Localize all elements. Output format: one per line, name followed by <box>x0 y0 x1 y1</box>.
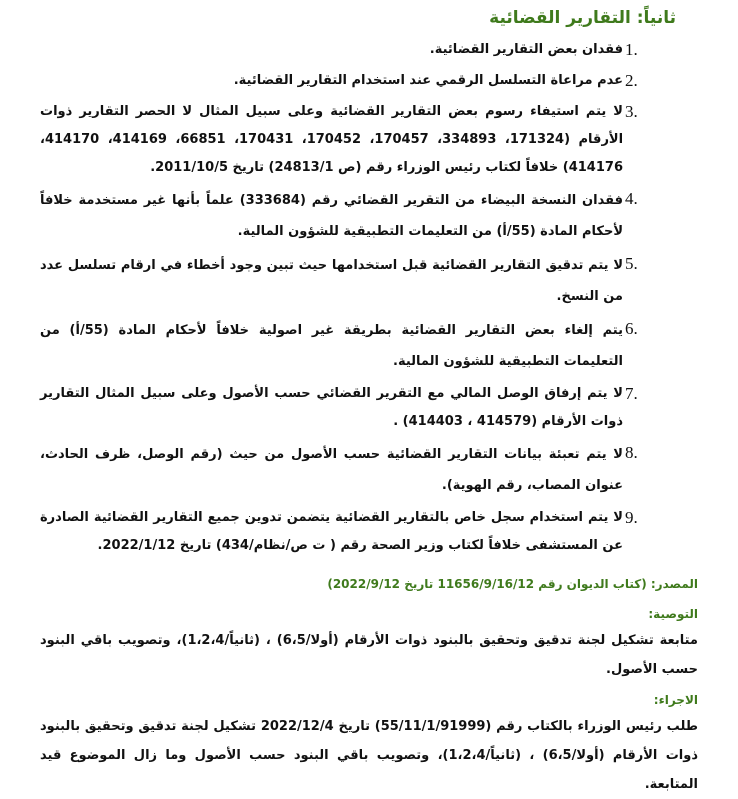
finding-item <box>40 380 698 436</box>
finding-number: 1. <box>625 40 638 59</box>
finding-number: 6. <box>625 319 638 338</box>
finding-item <box>40 67 698 95</box>
finding-item <box>40 315 698 377</box>
action-heading: الاجراء: <box>653 693 698 707</box>
finding-item <box>40 504 698 560</box>
action-text: طلب رئيس الوزراء بالكتاب رقم (55/11/1/91999) تاريخ 2022/12/4 تشكيل لجنة تدقيق وتحقيق بالبنود ذوات الأرقام (أولا/6،5) ، (ثانياً/1،2،4)، وتصويب باقي البنود حسب الأصول وما زال الموضوع قيد المتابعة. <box>40 719 698 792</box>
finding-number: 9. <box>625 508 638 527</box>
finding-number: 7. <box>625 384 638 403</box>
section-title: ثانياً: التقارير القضائية <box>489 8 676 28</box>
finding-item <box>40 98 698 182</box>
finding-item <box>40 36 698 64</box>
finding-number: 8. <box>625 443 638 462</box>
finding-item <box>40 250 698 312</box>
finding-text: لا يتم استيفاء رسوم بعض التقارير القضائية وعلى سبيل المثال لا الحصر التقارير ذوات الأرقام (171324، 334893، 170457، 170452، 170431، 66851، 414169، 414170، 414176) خلافاً لكتاب رئيس الوزراء رقم (ص 24813/1) تاريخ 2011/10/5. <box>40 104 624 175</box>
findings-list <box>40 36 698 560</box>
finding-item <box>40 185 698 247</box>
source-citation: المصدر: (كتاب الديوان رقم 11656/9/16/12 تاريخ 2022/9/12) <box>327 577 698 591</box>
finding-number: 4. <box>625 189 638 208</box>
finding-item <box>40 439 698 501</box>
finding-number: 5. <box>625 254 638 273</box>
finding-text: لا يتم استخدام سجل خاص بالتقارير القضائية يتضمن تدوين جميع التقارير القضائية الصادرة عن المستشفى خلافاً لكتاب وزير الصحة رقم ( ت ص/نظام/434) تاريخ 2022/1/12. <box>40 510 623 553</box>
finding-text: لا يتم تدقيق التقارير القضائية قبل استخدامها حيث تبين وجود أخطاء في ارقام تسلسل عدد من النسخ. <box>40 258 623 304</box>
finding-text: عدم مراعاة التسلسل الرقمي عند استخدام التقارير القضائية. <box>233 73 623 88</box>
finding-text: فقدان النسخة البيضاء من التقرير القضائي رقم (333684) علماً بأنها غير مستخدمة خلافاً لأحكام المادة (55/أ) من التعليمات التطبيقية للشؤون المالية. <box>40 193 623 239</box>
recommendation-text: متابعة تشكيل لجنة تدقيق وتحقيق بالبنود ذوات الأرقام (أولا/6،5) ، (ثانياً/1،2،4)، وتصويب باقي البنود حسب الأصول. <box>40 633 698 677</box>
finding-number: 3. <box>625 102 638 121</box>
finding-number: 2. <box>625 71 638 90</box>
finding-text: لا يتم إرفاق الوصل المالي مع التقرير القضائي حسب الأصول وعلى سبيل المثال التقارير ذوات الأرقام (414579 ، 414403) . <box>40 386 623 429</box>
finding-text: لا يتم تعبئة بيانات التقارير القضائية حسب الأصول من حيث (رقم الوصل، ظرف الحادث، عنوان المصاب، رقم الهوية). <box>40 447 623 493</box>
finding-text: فقدان بعض التقارير القضائية. <box>429 42 623 57</box>
recommendation-heading: التوصية: <box>648 607 698 621</box>
finding-text: يتم إلغاء بعض التقارير القضائية بطريقة غير اصولية خلافاً لأحكام المادة (55/أ) من التعليمات التطبيقية للشؤون المالية. <box>40 323 623 369</box>
